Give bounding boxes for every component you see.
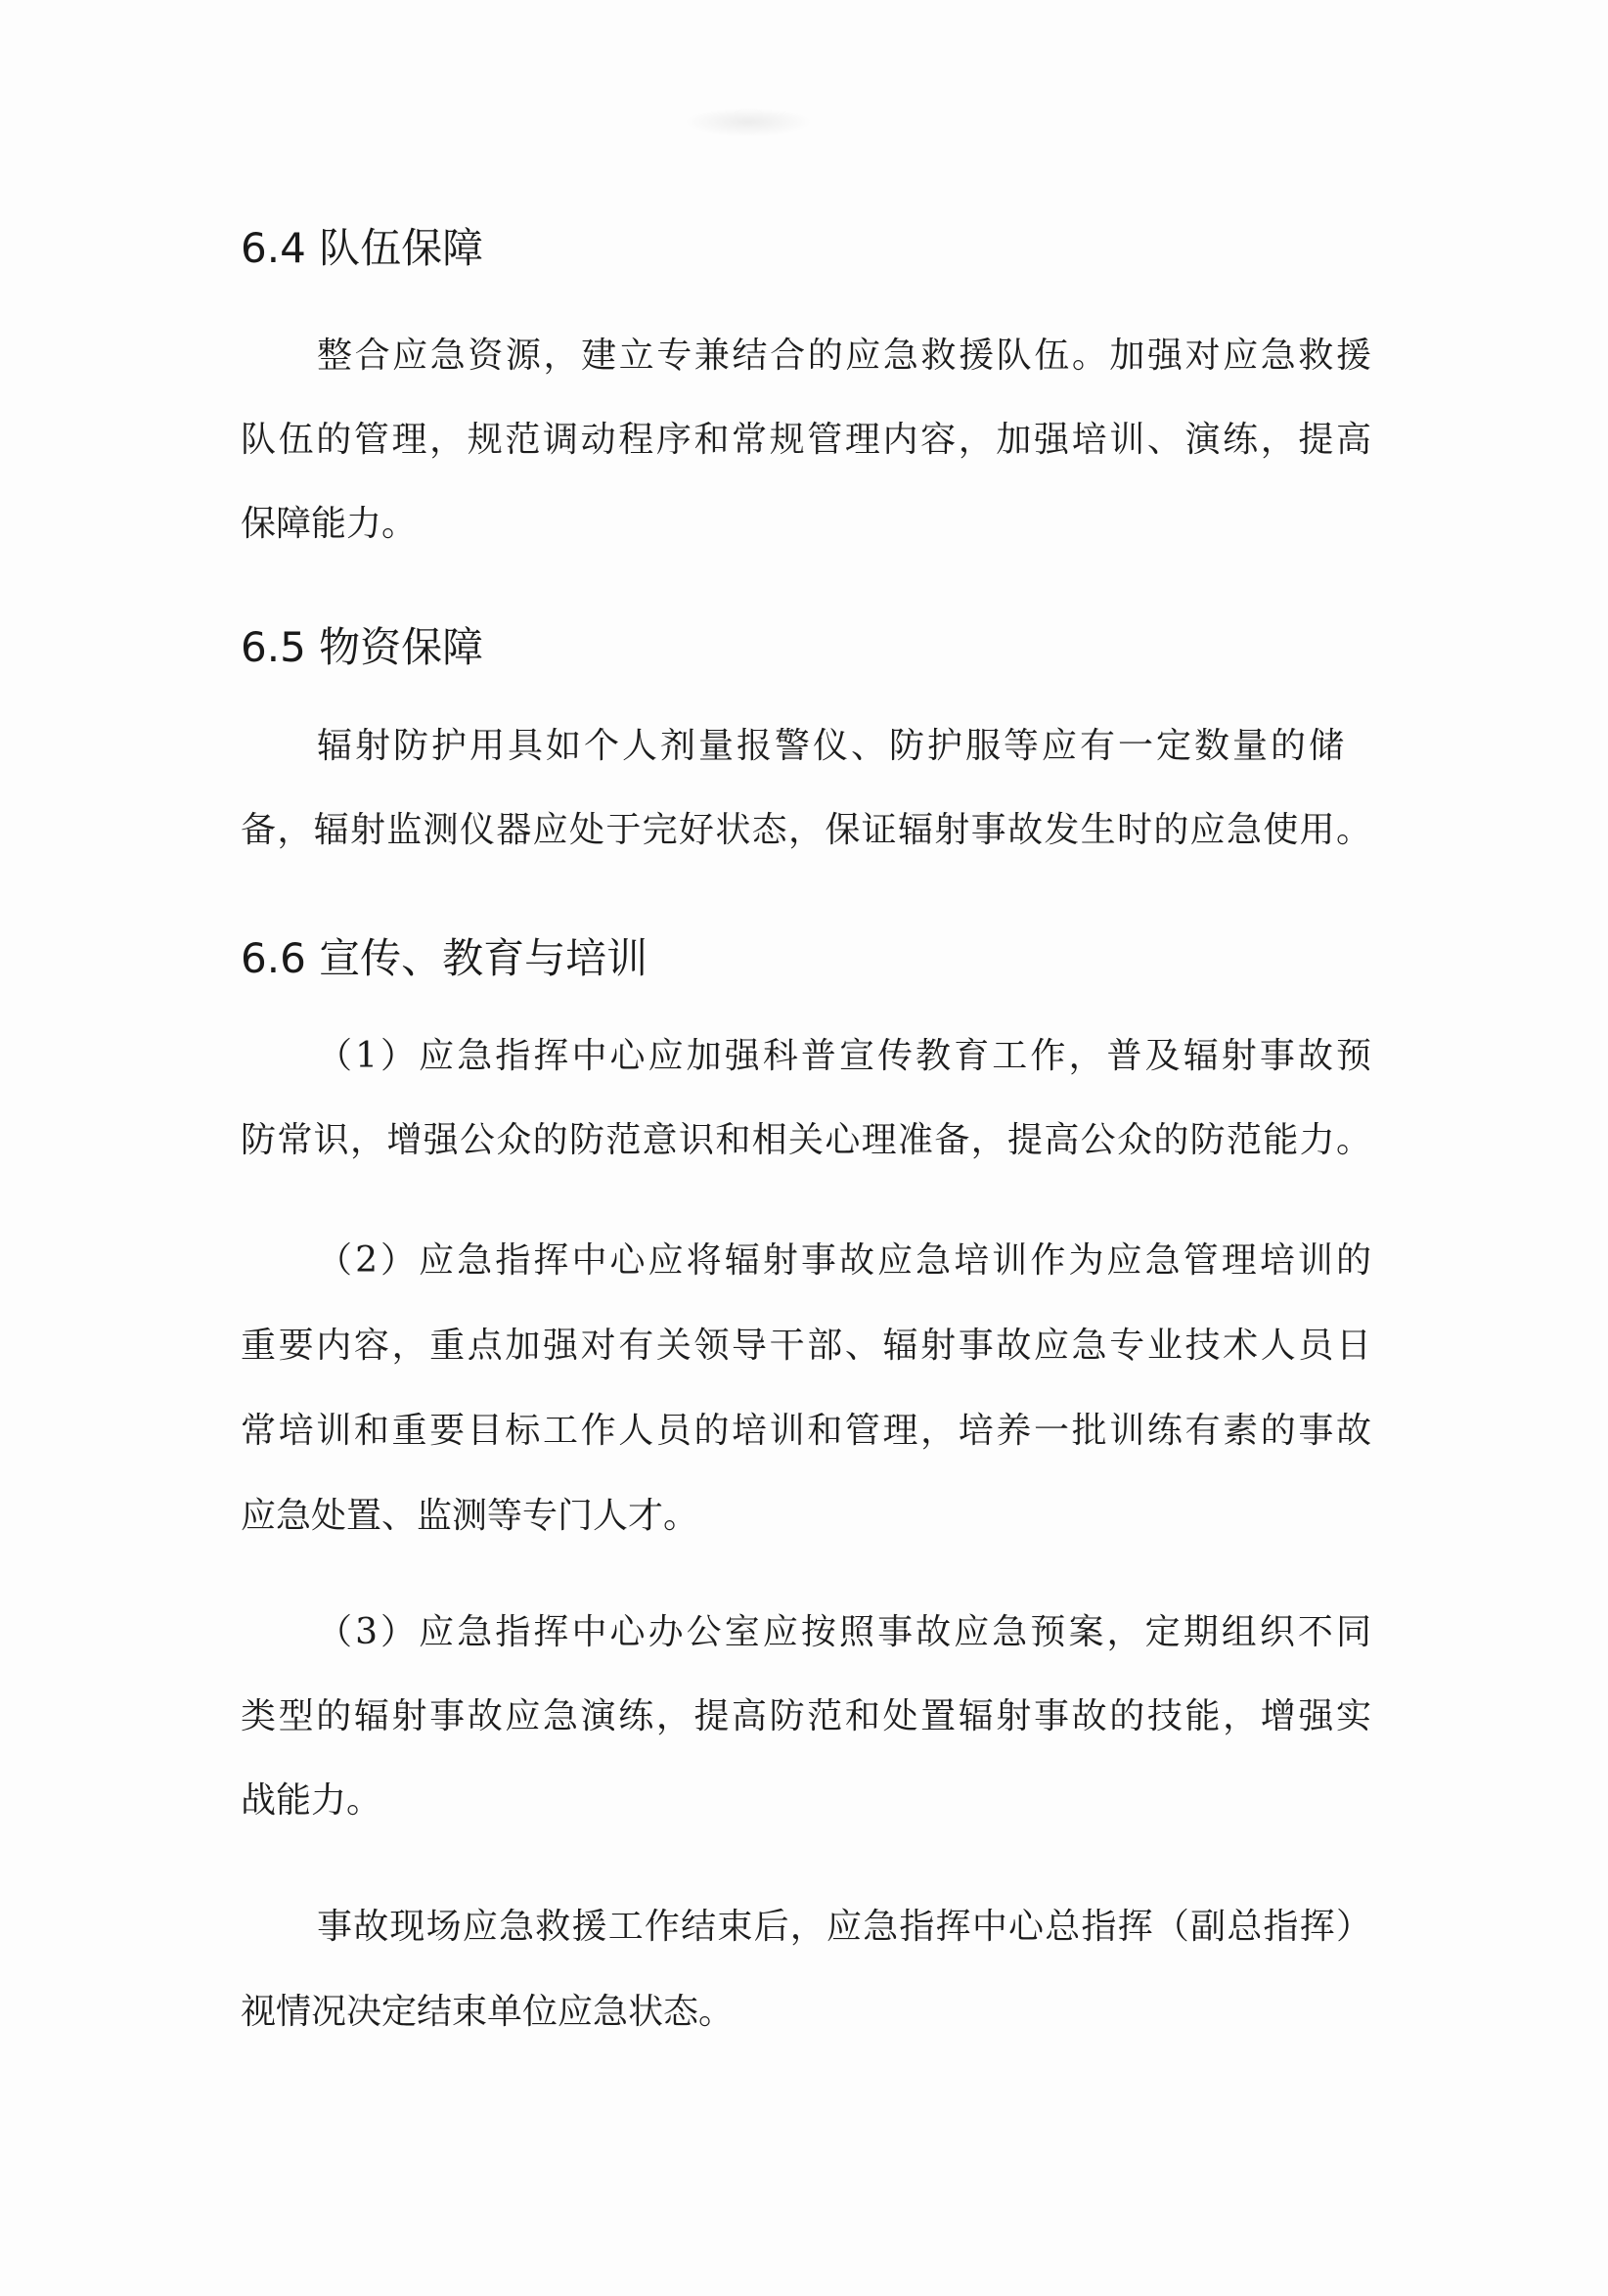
list-item-3-line: 类型的辐射事故应急演练，提高防范和处置辐射事故的技能，增强实 [241,1696,1371,1736]
section-heading-6-5: 6.5 物资保障 [241,623,484,671]
list-item-3-line: 战能力。 [241,1780,382,1821]
paragraph-line: 整合应急资源，建立专兼结合的应急救援队伍。加强对应急救援 [317,336,1371,376]
closing-paragraph-line: 视情况决定结束单位应急状态。 [241,1992,735,2032]
list-item-2-line: （2）应急指挥中心应将辐射事故应急培训作为应急管理培训的 [317,1240,1371,1281]
section-heading-6-4: 6.4 队伍保障 [241,224,484,272]
paragraph-line: 队伍的管理，规范调动程序和常规管理内容，加强培训、演练，提高 [241,420,1371,460]
paragraph-line: 备，辐射监测仪器应处于完好状态，保证辐射事故发生时的应急使用。 [241,810,1371,850]
paragraph-line: 辐射防护用具如个人剂量报警仪、防护服等应有一定数量的储 [317,726,1344,766]
closing-paragraph-line: 事故现场应急救援工作结束后，应急指挥中心总指挥（副总指挥） [317,1907,1371,1947]
scan-smudge [685,108,812,137]
list-item-2-line: 重要内容，重点加强对有关领导干部、辐射事故应急专业技术人员日 [241,1326,1371,1366]
list-item-2-line: 应急处置、监测等专门人才。 [241,1496,699,1536]
list-item-2-line: 常培训和重要目标工作人员的培训和管理，培养一批训练有素的事故 [241,1411,1371,1451]
list-item-3-line: （3）应急指挥中心办公室应按照事故应急预案，定期组织不同 [317,1612,1371,1652]
section-heading-6-6: 6.6 宣传、教育与培训 [241,934,648,982]
list-item-1-line: 防常识，增强公众的防范意识和相关心理准备，提高公众的防范能力。 [241,1120,1371,1160]
list-item-1-line: （1）应急指挥中心应加强科普宣传教育工作，普及辐射事故预 [317,1036,1371,1076]
paragraph-line: 保障能力。 [241,504,418,544]
